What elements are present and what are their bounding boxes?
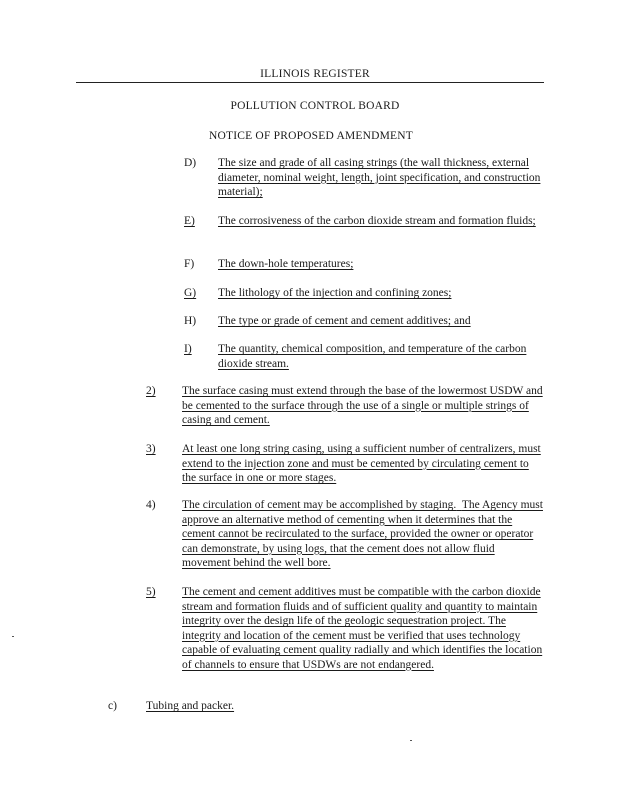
item-4-body: The Agency must approve an alternative method of cementing when it determines that the cement cannot be recirculated to the surface, provided the owner or operator can demonstrate, by using logs, that the cement does not allow fluid movement behind the well bore.	[182, 499, 543, 569]
notice-heading: NOTICE OF PROPOSED AMENDMENT	[209, 130, 413, 142]
item-4-marker: 4)	[146, 499, 156, 511]
item-5-text: The cement and cement additives must be compatible with the carbon dioxide stream and formation fluids and of sufficient quality and quantity to maintain integrity over the design life of the geologic sequestration project. The integrity and location of the cement must be verified that uses technology capable of evaluating cement quality radially and which identifies the location of channels to ensure that USDWs are not endangered.	[182, 586, 543, 671]
item-g-marker: G)	[184, 287, 197, 299]
item-3-text: At least one long string casing, using a sufficient number of centralizers, must extend to the injection zone and must be cemented by circulating cement to the surface in one or more stages.	[182, 443, 541, 484]
item-e-text: The corrosiveness of the carbon dioxide stream and formation fluids;	[218, 215, 536, 227]
item-c-text: Tubing and packer.	[146, 700, 235, 712]
board-heading: POLLUTION CONTROL BOARD	[230, 100, 400, 112]
item-d-text: The size and grade of all casing strings (the wall thickness, external diameter, nominal weight, length, joint specification, and construction material);	[218, 157, 541, 198]
header-rule	[76, 82, 544, 83]
item-h-text: The type or grade of cement and cement additives; and	[218, 315, 471, 327]
register-heading: ILLINOIS REGISTER	[260, 68, 370, 80]
item-c-marker: c)	[108, 700, 117, 712]
item-f-marker: F)	[184, 258, 195, 270]
item-2-text: The surface casing must extend through the base of the lowermost USDW and be cemented to the surface through the use of a single or multiple strings of casing and cement.	[182, 385, 543, 426]
item-f-text: The down-hole temperatures;	[218, 258, 354, 270]
item-2-marker: 2)	[146, 385, 156, 397]
item-4-lead: The circulation of cement may be accomplished by staging.	[182, 499, 457, 511]
item-g-text: The lithology of the injection and confining zones;	[218, 287, 452, 299]
item-i-marker: I)	[184, 343, 192, 355]
scan-speck	[12, 636, 14, 637]
item-h-marker: H)	[184, 315, 197, 327]
item-i-text: The quantity, chemical composition, and temperature of the carbon dioxide stream.	[218, 343, 527, 370]
item-3-marker: 3)	[146, 443, 156, 455]
item-d-marker: D)	[184, 157, 197, 169]
scan-speck	[410, 740, 412, 741]
item-e-marker: E)	[184, 215, 195, 227]
item-4-text	[182, 498, 544, 571]
item-5-marker: 5)	[146, 586, 156, 598]
